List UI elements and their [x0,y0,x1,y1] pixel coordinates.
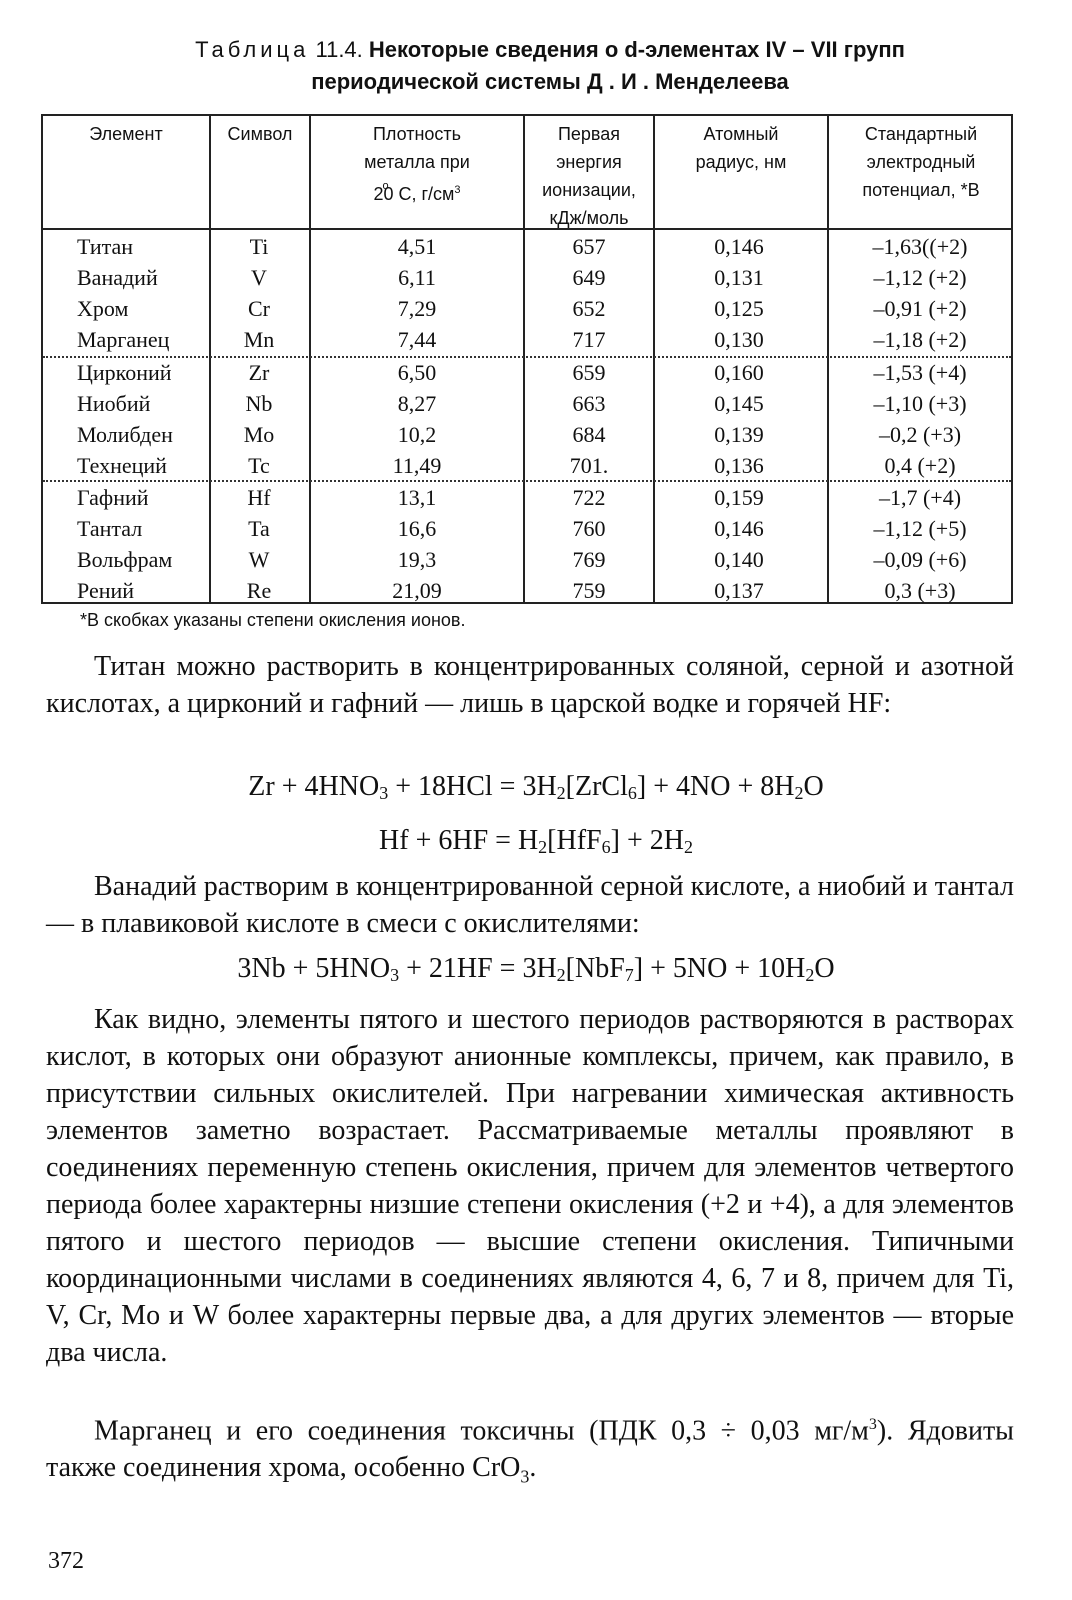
header-radius-line1: Атомный [703,124,779,144]
eq-subscript: 2 [556,783,566,803]
element-symbol: Mo [243,422,275,447]
eq-part: O [803,771,824,802]
element-name: Титан [77,234,134,259]
element-ionization: 769 [572,547,606,572]
element-radius: 0,159 [714,485,764,510]
element-density: 10,2 [397,422,437,447]
element-density: 13,1 [397,485,437,510]
element-density: 21,09 [392,578,442,603]
eq-part: ] + 2H [610,825,684,856]
element-potential: –1,18 (+2) [873,327,967,352]
element-name: Технеций [77,453,167,478]
page-number: 372 [48,1548,84,1574]
element-name: Гафний [77,485,149,510]
eq-subscript: 2 [556,965,566,985]
element-symbol: Zr [248,360,270,385]
element-name: Ванадий [77,265,158,290]
element-symbol: W [248,547,270,572]
eq-part: 3Nb + 5HNO [237,953,391,984]
element-radius: 0,160 [714,360,764,385]
header-density-line1: Плотность [372,124,462,144]
element-potential: –1,12 (+5) [873,516,967,541]
element-name: Тантал [77,516,143,541]
toxicity-text: Марганец и его соединения токсичны (ПДК 0,3 ÷ 0,03 мг/м [94,1415,869,1447]
header-ionization-line4: кДж/моль [549,208,629,228]
header-density [311,120,523,208]
elements-table [41,114,1013,604]
element-radius: 0,139 [714,422,764,447]
header-ionization-line1: Первая [557,124,621,144]
table-row [43,419,1011,450]
element-symbol: Ti [249,234,269,259]
element-ionization: 760 [572,516,606,541]
table-row [43,262,1011,293]
header-potential-line2: электродный [866,152,976,172]
element-name: Рений [77,578,135,603]
element-potential: –0,91 (+2) [873,296,967,321]
caption-prefix: Таблица [195,37,310,62]
element-symbol: Nb [245,391,273,416]
header-element-label: Элемент [89,124,163,144]
eq-subscript: 3 [379,783,389,803]
element-density: 19,3 [397,547,437,572]
element-density: 6,50 [397,360,437,385]
element-radius: 0,140 [714,547,764,572]
element-potential: –1,63((+2) [872,234,968,259]
equation-niobium [0,950,1072,987]
element-potential: –1,12 (+2) [873,265,967,290]
element-name: Хром [77,296,129,321]
element-symbol: Tc [248,453,270,478]
header-potential [829,120,1013,204]
header-density-line2: металла при [364,152,470,172]
element-radius: 0,146 [714,516,764,541]
element-ionization: 759 [572,578,606,603]
header-symbol [211,120,309,148]
header-density-unit: o 20 С, г/см [373,184,454,204]
header-ionization [525,120,653,232]
table-footnote: *В скобках указаны степени окисления ионов. [80,610,466,630]
paragraph-vanadium: Ванадий растворим в концентрированной серной кислоте, а ниобий и тантал — в плавиковой кислоте в смеси с окислителями: [46,871,1014,939]
element-name: Молибден [77,422,173,447]
header-ionization-line2: энергия [556,152,622,172]
element-radius: 0,136 [714,453,764,478]
caption-title: Некоторые сведения о d-элементах IV – VII групп [368,37,905,62]
element-name: Цирконий [77,360,172,385]
eq-part: Zr + 4HNO [248,771,380,802]
eq-subscript: 2 [538,837,548,857]
element-radius: 0,145 [714,391,764,416]
element-density: 7,44 [397,327,437,352]
unit-superscript: 3 [868,1416,877,1433]
header-density-line3 [311,176,523,208]
header-symbol-label: Символ [227,124,293,144]
table-row [43,482,1011,513]
caption-number: 11.4. [315,37,363,62]
eq-subscript: 2 [683,837,693,857]
element-symbol: V [251,265,267,290]
header-potential-line1: Стандартный [864,124,978,144]
element-ionization: 684 [572,422,606,447]
equation-hafnium [0,822,1072,859]
element-radius: 0,130 [714,327,764,352]
paragraph-titanium: Титан можно растворить в концентрированных соляной, серной и азотной кислотах, а цирконий и гафний — лишь в царской водке и горячей HF: [46,651,1014,719]
element-ionization: 657 [572,234,606,259]
header-ionization-line3: ионизации, [542,180,636,200]
table-row [43,450,1011,481]
eq-subscript: 3 [390,965,400,985]
paragraph-manganese [46,1406,1014,1496]
element-symbol: Re [246,578,272,603]
element-ionization: 663 [572,391,606,416]
element-potential: –1,10 (+3) [873,391,967,416]
element-symbol: Ta [248,516,270,541]
element-potential: –1,7 (+4) [878,485,962,510]
table-row [43,231,1011,262]
element-symbol: Hf [247,485,271,510]
element-radius: 0,146 [714,234,764,259]
table-caption [100,34,1000,66]
element-density: 7,29 [397,296,437,321]
eq-part: ] + 5NO + 10H [633,953,806,984]
element-radius: 0,125 [714,296,764,321]
header-density-sup: 3 [454,184,461,196]
element-density: 16,6 [397,516,437,541]
toxicity-text: ). Ядовиты также соединения хрома, особенно CrO [46,1415,1014,1484]
eq-part: Hf + 6HF = H [379,825,539,856]
element-potential: –1,53 (+4) [873,360,967,385]
equation-zirconium [0,768,1072,805]
element-ionization: 652 [572,296,606,321]
element-name: Вольфрам [77,547,173,572]
eq-subscript: 6 [601,837,611,857]
header-element [43,120,209,148]
eq-part: O [814,953,835,984]
element-density: 6,11 [398,265,436,290]
eq-subscript: 2 [805,965,815,985]
eq-subscript: 7 [624,965,634,985]
element-potential: –0,09 (+6) [873,547,967,572]
element-radius: 0,137 [714,578,764,603]
table-row [43,388,1011,419]
header-radius-line2: радиус, нм [695,152,787,172]
header-potential-line3: потенциал, *В [862,180,980,200]
element-ionization: 722 [572,485,606,510]
element-symbol: Cr [248,296,270,321]
eq-part: [HfF [547,825,602,856]
element-density: 4,51 [397,234,437,259]
table-row [43,357,1011,388]
eq-part: ] + 4NO + 8H [636,771,795,802]
eq-part: [NbF [565,953,625,984]
table-row [43,544,1011,575]
element-name: Ниобий [77,391,151,416]
element-density: 8,27 [397,391,437,416]
toxicity-text: . [529,1452,537,1484]
element-ionization: 649 [572,265,606,290]
paragraph-periods: Как видно, элементы пятого и шестого периодов растворяются в растворах кислот, в которых они образуют анионные комплексы, причем, как правило, в присутствии сильных окислителей. При нагревании химическая активность элементов заметно возрастает. Рассматриваемые металлы проявляют в соединениях переменную степень окисления, причем для элементов четвертого периода более характерны низшие степени окисления (+2 и +4), а для элементов пятого и шестого периодов — высшие степени окисления. Типичными координационными числами в соединениях являются 4, 6, 7 и 8, причем для Ti, V, Cr, Mo и W более характерны первые два, а для других элементов — вторые два числа. [46,1004,1014,1368]
element-ionization: 717 [572,327,606,352]
table-row [43,293,1011,324]
table-row [43,575,1011,606]
element-radius: 0,131 [714,265,764,290]
eq-part: [ZrCl [565,771,628,802]
element-symbol: Mn [243,327,275,352]
element-ionization: 701. [569,453,609,478]
element-density: 11,49 [392,453,442,478]
header-radius [655,120,827,176]
caption-title-line2: периодической системы Д . И . Менделеева [311,69,789,94]
table-row [43,513,1011,544]
table-row [43,324,1011,355]
formula-subscript: 3 [520,1466,530,1487]
eq-subscript: 6 [627,783,637,803]
eq-part: + 18HCl = 3H [388,771,557,802]
element-name: Марганец [77,327,170,352]
element-potential: –0,2 (+3) [878,422,962,447]
eq-part: + 21HF = 3H [399,953,557,984]
element-potential: 0,4 (+2) [884,453,956,478]
element-potential: 0,3 (+3) [884,578,956,603]
eq-subscript: 2 [794,783,804,803]
element-ionization: 659 [572,360,606,385]
